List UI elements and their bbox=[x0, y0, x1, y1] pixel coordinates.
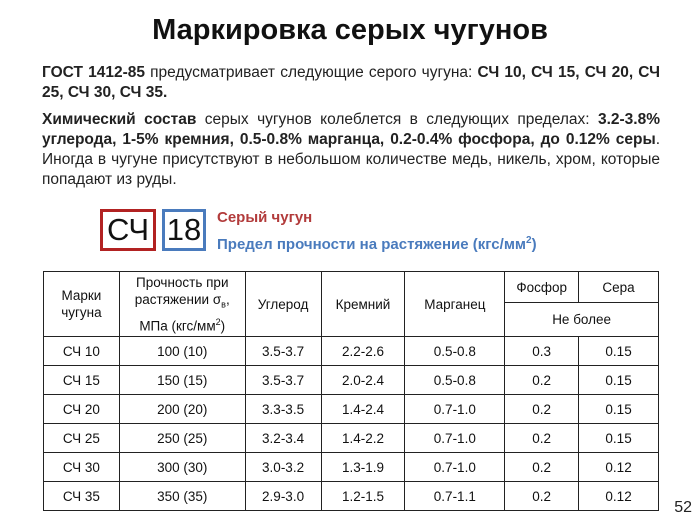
header-manganese: Марганец bbox=[405, 272, 505, 337]
chem-text-1: серых чугунов колеблется в следующих пределах: bbox=[196, 111, 598, 128]
grade-list: СЧ 10, СЧ 15, СЧ 20, СЧ 25, СЧ 30, СЧ 35. bbox=[42, 64, 661, 101]
table-row bbox=[44, 424, 659, 453]
header-grade: Марки чугуна bbox=[44, 272, 120, 337]
cell-strength: 300 (30) bbox=[119, 453, 245, 482]
marking-number-legend bbox=[217, 235, 537, 253]
cell-strength: 150 (15) bbox=[119, 366, 245, 395]
chem-text-2: . Иногда в чугуне присутствуют в небольшом количестве медь, никель, хром, которые попадают из руды. bbox=[42, 131, 660, 188]
table-row bbox=[44, 482, 659, 511]
header-silicon: Кремний bbox=[321, 272, 405, 337]
cell-sulfur: 0.15 bbox=[579, 366, 659, 395]
cell-strength: 100 (10) bbox=[119, 337, 245, 366]
cell-manganese: 0.5-0.8 bbox=[405, 337, 505, 366]
cell-carbon: 3.5-3.7 bbox=[245, 337, 321, 366]
grades-table bbox=[43, 271, 659, 511]
marking-letters-box: СЧ bbox=[100, 209, 156, 251]
page-number: 52 bbox=[674, 499, 692, 516]
cell-strength: 200 (20) bbox=[119, 395, 245, 424]
cell-grade: СЧ 25 bbox=[44, 424, 120, 453]
table-row bbox=[44, 366, 659, 395]
cell-carbon: 3.0-3.2 bbox=[245, 453, 321, 482]
cell-carbon: 3.2-3.4 bbox=[245, 424, 321, 453]
cell-silicon: 1.4-2.2 bbox=[321, 424, 405, 453]
cell-manganese: 0.7-1.1 bbox=[405, 482, 505, 511]
cell-carbon: 2.9-3.0 bbox=[245, 482, 321, 511]
header-strength bbox=[119, 272, 245, 337]
marking-example bbox=[100, 209, 206, 251]
cell-manganese: 0.5-0.8 bbox=[405, 366, 505, 395]
cell-phosphorus: 0.2 bbox=[505, 424, 579, 453]
header-strength-sub: в bbox=[221, 299, 226, 310]
header-strength-a: Прочность при растяжении σ bbox=[134, 274, 229, 307]
header-strength-c: ) bbox=[220, 318, 226, 334]
cell-sulfur: 0.12 bbox=[579, 453, 659, 482]
cell-phosphorus: 0.2 bbox=[505, 395, 579, 424]
number-legend-sup: 2 bbox=[526, 235, 532, 246]
cell-sulfur: 0.12 bbox=[579, 482, 659, 511]
page-title: Маркировка серых чугунов bbox=[152, 14, 548, 46]
cell-strength: 250 (25) bbox=[119, 424, 245, 453]
chemistry-paragraph bbox=[42, 110, 660, 190]
chem-label: Химический состав bbox=[42, 111, 197, 128]
cell-silicon: 1.3-1.9 bbox=[321, 453, 405, 482]
cell-grade: СЧ 35 bbox=[44, 482, 120, 511]
cell-silicon: 2.2-2.6 bbox=[321, 337, 405, 366]
cell-manganese: 0.7-1.0 bbox=[405, 395, 505, 424]
chem-ranges: 3.2-3.8% углерода, 1-5% кремния, 0.5-0.8% марганца, 0.2-0.4% фосфора, до 0.12% серы bbox=[42, 111, 660, 148]
cell-grade: СЧ 30 bbox=[44, 453, 120, 482]
cell-carbon: 3.3-3.5 bbox=[245, 395, 321, 424]
header-not-more: Не более bbox=[505, 303, 659, 337]
cell-sulfur: 0.15 bbox=[579, 424, 659, 453]
marking-number-box: 18 bbox=[162, 209, 206, 251]
cell-grade: СЧ 10 bbox=[44, 337, 120, 366]
header-strength-sup: 2 bbox=[215, 316, 221, 327]
intro-text: предусматривает следующие серого чугуна: bbox=[144, 64, 478, 81]
number-legend-end: ) bbox=[531, 236, 537, 253]
cell-manganese: 0.7-1.0 bbox=[405, 453, 505, 482]
cell-grade: СЧ 20 bbox=[44, 395, 120, 424]
cell-phosphorus: 0.2 bbox=[505, 366, 579, 395]
intro-paragraph bbox=[42, 63, 660, 103]
cell-manganese: 0.7-1.0 bbox=[405, 424, 505, 453]
header-sulfur: Сера bbox=[579, 272, 659, 303]
cell-grade: СЧ 15 bbox=[44, 366, 120, 395]
number-legend-text: Предел прочности на растяжение (кгс/мм bbox=[217, 236, 527, 253]
gost-ref: ГОСТ 1412-85 bbox=[42, 64, 145, 81]
table-row bbox=[44, 395, 659, 424]
table-row bbox=[44, 453, 659, 482]
marking-letters-legend: Серый чугун bbox=[217, 209, 313, 226]
header-phosphorus: Фосфор bbox=[505, 272, 579, 303]
cell-silicon: 1.4-2.4 bbox=[321, 395, 405, 424]
cell-sulfur: 0.15 bbox=[579, 337, 659, 366]
cell-silicon: 2.0-2.4 bbox=[321, 366, 405, 395]
cell-sulfur: 0.15 bbox=[579, 395, 659, 424]
header-strength-b: , МПа (кгс/мм bbox=[139, 291, 230, 334]
cell-carbon: 3.5-3.7 bbox=[245, 366, 321, 395]
table-row bbox=[44, 337, 659, 366]
cell-silicon: 1.2-1.5 bbox=[321, 482, 405, 511]
cell-phosphorus: 0.3 bbox=[505, 337, 579, 366]
cell-phosphorus: 0.2 bbox=[505, 482, 579, 511]
header-carbon: Углерод bbox=[245, 272, 321, 337]
cell-strength: 350 (35) bbox=[119, 482, 245, 511]
cell-phosphorus: 0.2 bbox=[505, 453, 579, 482]
table-body bbox=[44, 337, 659, 511]
